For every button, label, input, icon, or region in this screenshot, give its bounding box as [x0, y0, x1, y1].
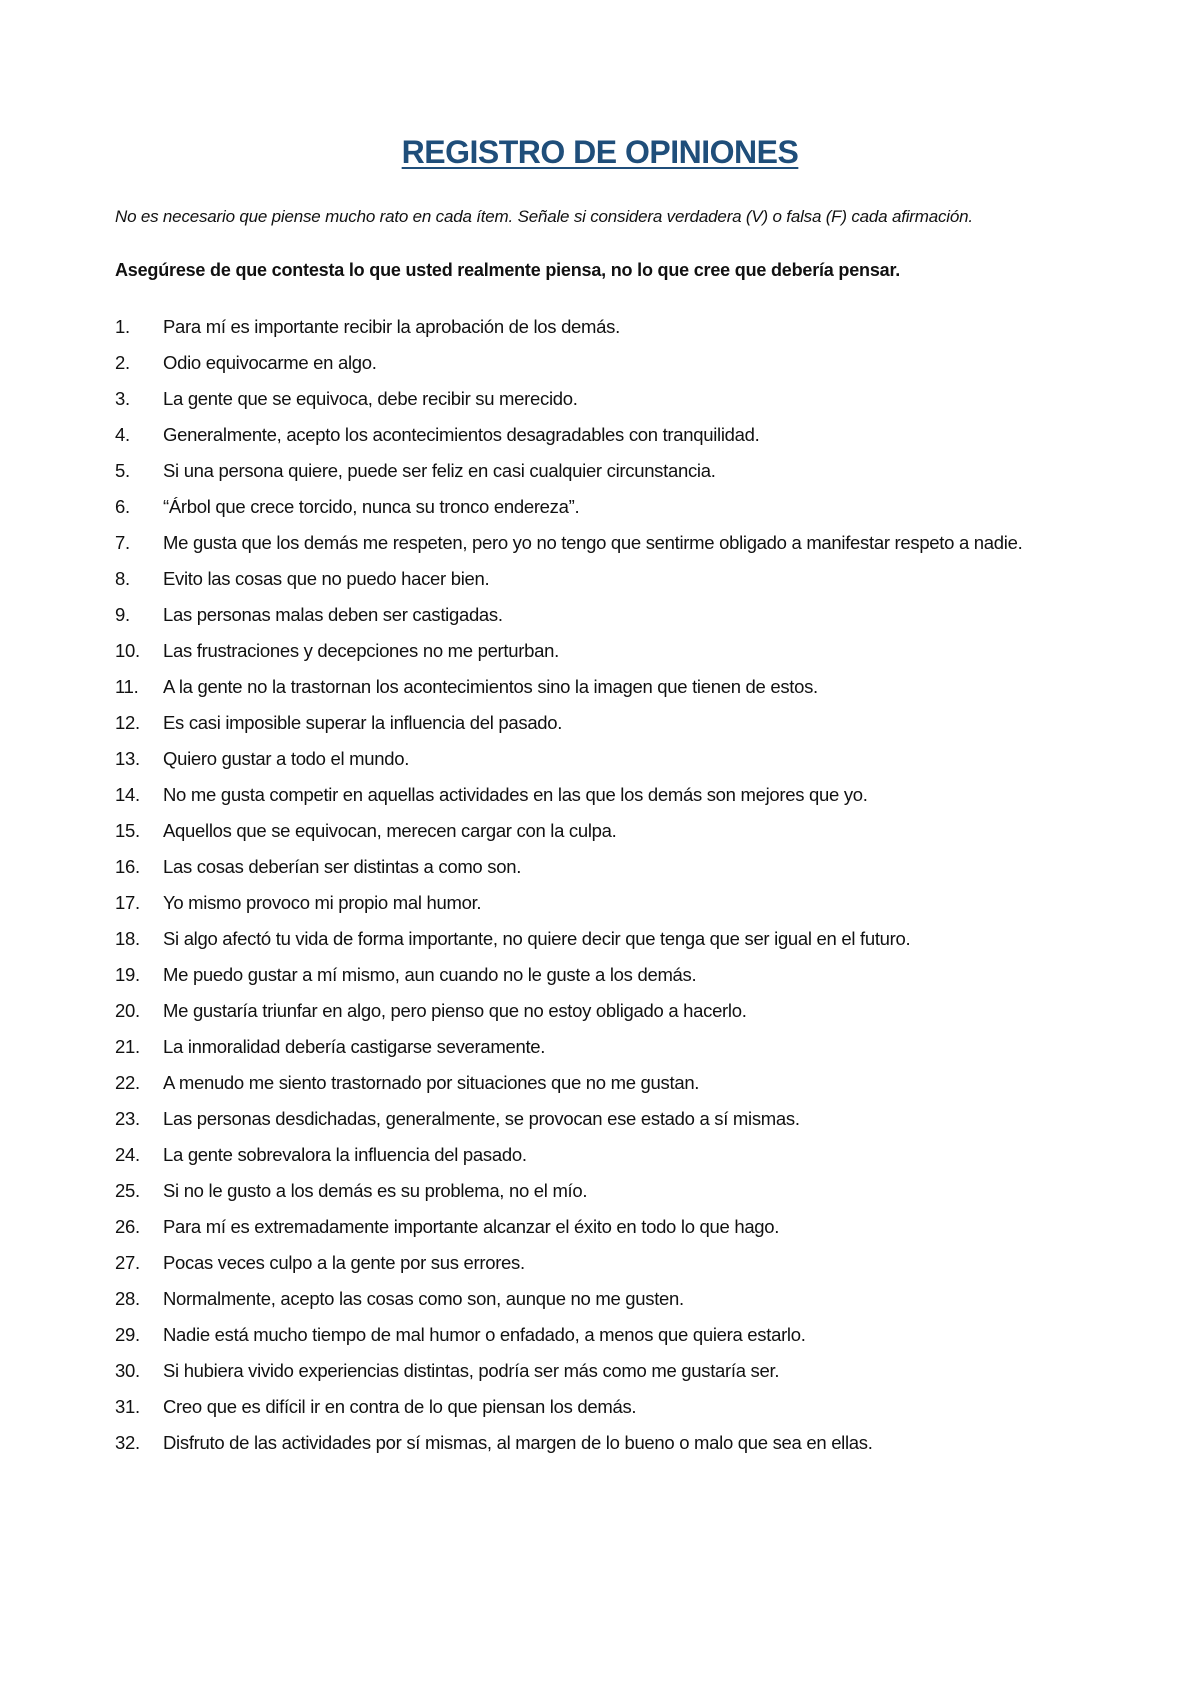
list-item-text: Me gusta que los demás me respeten, pero yo no tengo que sentirme obligado a manifestar respeto a nadie.: [163, 532, 1023, 553]
list-item-text: Las frustraciones y decepciones no me perturban.: [163, 640, 559, 661]
list-item: [115, 1245, 1115, 1281]
document-title-text: REGISTRO DE OPINIONES: [401, 134, 799, 170]
list-item: [115, 957, 1115, 993]
list-item-number: 19.: [115, 964, 140, 985]
list-item-number: 11.: [115, 676, 139, 697]
list-item: [115, 993, 1115, 1029]
list-item-text: Nadie está mucho tiempo de mal humor o enfadado, a menos que quiera estarlo.: [163, 1324, 806, 1345]
emphasis-text: Asegúrese de que contesta lo que usted realmente piensa, no lo que cree que debería pensar.: [115, 260, 901, 280]
list-item: [115, 669, 1115, 705]
list-item-text: Normalmente, acepto las cosas como son, aunque no me gusten.: [163, 1288, 684, 1309]
list-item-number: 5.: [115, 460, 130, 481]
questionnaire-list: [115, 309, 1115, 1461]
list-item-number: 17.: [115, 892, 140, 913]
list-item: [115, 1029, 1115, 1065]
document-title: [0, 132, 1200, 172]
list-item-number: 20.: [115, 1000, 140, 1021]
list-item: [115, 849, 1115, 885]
list-item-number: 10.: [115, 640, 140, 661]
list-item-number: 8.: [115, 568, 130, 589]
list-item-text: Para mí es importante recibir la aprobación de los demás.: [163, 316, 620, 337]
list-item-text: Las cosas deberían ser distintas a como son.: [163, 856, 522, 877]
list-item-text: “Árbol que crece torcido, nunca su tronco endereza”.: [163, 496, 580, 517]
list-item-number: 30.: [115, 1360, 140, 1381]
list-item-number: 13.: [115, 748, 140, 769]
list-item-number: 26.: [115, 1216, 140, 1237]
list-item-text: Creo que es difícil ir en contra de lo que piensan los demás.: [163, 1396, 637, 1417]
list-item-number: 29.: [115, 1324, 140, 1345]
list-item: [115, 741, 1115, 777]
list-item-text: Me gustaría triunfar en algo, pero pienso que no estoy obligado a hacerlo.: [163, 1000, 747, 1021]
list-item-number: 25.: [115, 1180, 140, 1201]
list-item-number: 4.: [115, 424, 130, 445]
list-item-number: 18.: [115, 928, 140, 949]
list-item-text: A menudo me siento trastornado por situaciones que no me gustan.: [163, 1072, 700, 1093]
list-item: [115, 453, 1115, 489]
list-item: [115, 921, 1115, 957]
list-item-text: Yo mismo provoco mi propio mal humor.: [163, 892, 482, 913]
list-item-text: Me puedo gustar a mí mismo, aun cuando no le guste a los demás.: [163, 964, 697, 985]
list-item: [115, 885, 1115, 921]
list-item-number: 28.: [115, 1288, 140, 1309]
list-item: [115, 1065, 1115, 1101]
list-item: [115, 1281, 1115, 1317]
list-item-number: 12.: [115, 712, 140, 733]
list-item-text: Si algo afectó tu vida de forma importante, no quiere decir que tenga que ser igual en el futuro.: [163, 928, 911, 949]
list-item-text: Generalmente, acepto los acontecimientos desagradables con tranquilidad.: [163, 424, 760, 445]
list-item: [115, 381, 1115, 417]
list-item-number: 9.: [115, 604, 130, 625]
list-item-text: La inmoralidad debería castigarse severamente.: [163, 1036, 546, 1057]
list-item: [115, 1173, 1115, 1209]
list-item-number: 6.: [115, 496, 130, 517]
list-item: [115, 705, 1115, 741]
list-item-text: Si no le gusto a los demás es su problema, no el mío.: [163, 1180, 588, 1201]
list-item-number: 14.: [115, 784, 140, 805]
list-item: [115, 561, 1115, 597]
list-item: [115, 1137, 1115, 1173]
list-item: [115, 1353, 1115, 1389]
list-item-text: Quiero gustar a todo el mundo.: [163, 748, 410, 769]
list-item-number: 32.: [115, 1432, 140, 1453]
list-item-number: 21.: [115, 1036, 140, 1057]
list-item: [115, 345, 1115, 381]
list-item: [115, 489, 1115, 525]
list-item-text: Es casi imposible superar la influencia del pasado.: [163, 712, 563, 733]
list-item-text: Disfruto de las actividades por sí mismas, al margen de lo bueno o malo que sea en ellas.: [163, 1432, 873, 1453]
list-item: [115, 777, 1115, 813]
list-item-number: 22.: [115, 1072, 140, 1093]
list-item: [115, 597, 1115, 633]
list-item-text: Las personas desdichadas, generalmente, se provocan ese estado a sí mismas.: [163, 1108, 800, 1129]
list-item-number: 24.: [115, 1144, 140, 1165]
list-item: [115, 309, 1115, 345]
list-item-text: Si una persona quiere, puede ser feliz en casi cualquier circunstancia.: [163, 460, 716, 481]
list-item-number: 27.: [115, 1252, 140, 1273]
list-item-text: Para mí es extremadamente importante alcanzar el éxito en todo lo que hago.: [163, 1216, 780, 1237]
list-item-text: No me gusta competir en aquellas actividades en las que los demás son mejores que yo.: [163, 784, 868, 805]
list-item: [115, 1209, 1115, 1245]
list-item-text: Odio equivocarme en algo.: [163, 352, 377, 373]
list-item: [115, 1425, 1115, 1461]
list-item-number: 3.: [115, 388, 130, 409]
list-item-number: 23.: [115, 1108, 140, 1129]
list-item: [115, 525, 1115, 561]
list-item-number: 15.: [115, 820, 140, 841]
list-item-text: Pocas veces culpo a la gente por sus errores.: [163, 1252, 525, 1273]
list-item-text: Evito las cosas que no puedo hacer bien.: [163, 568, 490, 589]
list-item-number: 31.: [115, 1396, 140, 1417]
list-item-number: 16.: [115, 856, 140, 877]
list-item: [115, 633, 1115, 669]
list-item: [115, 1389, 1115, 1425]
list-item-number: 2.: [115, 352, 130, 373]
list-item-text: La gente sobrevalora la influencia del pasado.: [163, 1144, 527, 1165]
list-item: [115, 417, 1115, 453]
list-item-text: Aquellos que se equivocan, merecen cargar con la culpa.: [163, 820, 617, 841]
list-item: [115, 813, 1115, 849]
list-item-text: Las personas malas deben ser castigadas.: [163, 604, 503, 625]
list-item-number: 1.: [115, 316, 130, 337]
list-item: [115, 1101, 1115, 1137]
list-item-text: La gente que se equivoca, debe recibir su merecido.: [163, 388, 578, 409]
list-item-number: 7.: [115, 532, 130, 553]
list-item-text: A la gente no la trastornan los acontecimientos sino la imagen que tienen de estos.: [163, 676, 818, 697]
instructions-text: No es necesario que piense mucho rato en cada ítem. Señale si considera verdadera (V) o falsa (F) cada afirmación.: [115, 207, 973, 226]
list-item-text: Si hubiera vivido experiencias distintas, podría ser más como me gustaría ser.: [163, 1360, 780, 1381]
list-item: [115, 1317, 1115, 1353]
